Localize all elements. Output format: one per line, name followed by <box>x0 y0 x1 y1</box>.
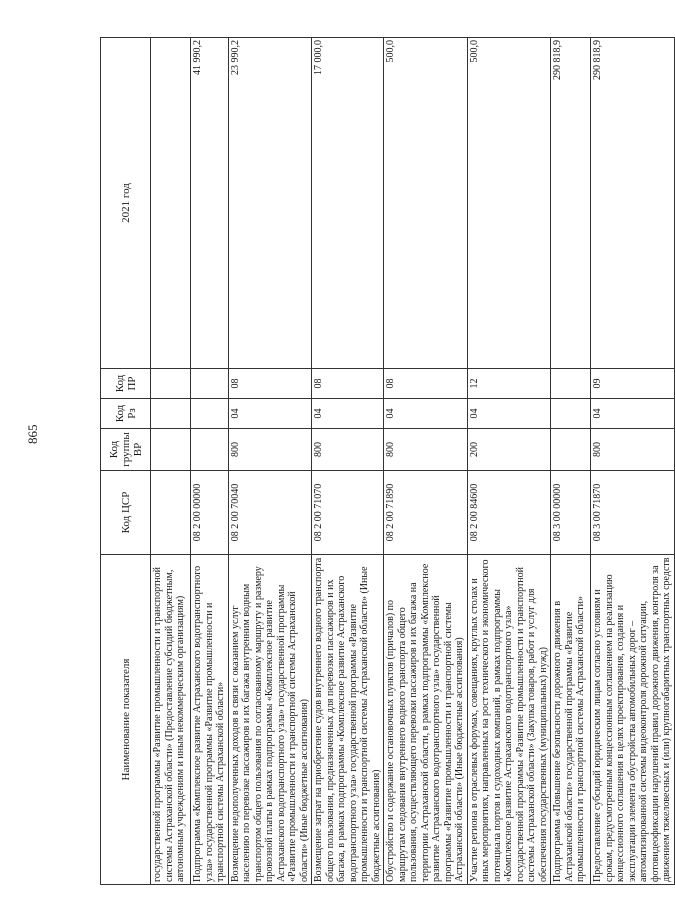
row-name: Участие региона в отраслевых форумах, совещаниях, круглых столах и иных мероприятиях, направленных на рост технического и экономического потенциала портов и судоходных компаний, в рамках подпрограммы «Комплексное развитие Астраханского водотранспортного узла» государственной программы «Развитие промышленности и транспортной системы Астраханской области» (Закупка товаров, работ и услуг для обеспечения государственных (муниципальных) нужд) <box>467 555 551 885</box>
row-rz: 04 <box>591 399 675 429</box>
row-rz <box>151 399 191 429</box>
row-pr: 09 <box>591 369 675 399</box>
page-number: 865 <box>25 424 40 444</box>
row-csr: 08 3 00 71870 <box>591 471 675 555</box>
header-year: 2021 год <box>101 38 151 369</box>
header-name: Наименование показателя <box>101 555 151 885</box>
row-vr: 800 <box>228 429 312 471</box>
row-pr <box>551 369 591 399</box>
row-rz <box>191 399 229 429</box>
row-name: Возмещение недополученных доходов в связи с оказанием услуг населению по перевозке пассажиров и их багажа внутренним водным транспортом общего пользования по согласованному маршруту и размеру провозной платы в рамках подпрограммы «Комплексное развитие Астраханского водотранспортного узла» государственной программы «Развитие промышленности и транспортной системы Астраханской области» (Иные бюджетные ассигнования) <box>228 555 312 885</box>
row-csr <box>151 471 191 555</box>
row-rz: 04 <box>467 399 551 429</box>
row-vr: 800 <box>591 429 675 471</box>
row-csr: 08 3 00 00000 <box>551 471 591 555</box>
row-pr: 08 <box>228 369 312 399</box>
row-amount: 500,0 <box>384 38 468 369</box>
table-row <box>467 38 551 885</box>
row-rz: 04 <box>312 399 384 429</box>
row-vr: 800 <box>312 429 384 471</box>
row-pr <box>191 369 229 399</box>
row-rz: 04 <box>384 399 468 429</box>
row-vr <box>191 429 229 471</box>
table-row <box>151 38 191 885</box>
row-pr: 08 <box>312 369 384 399</box>
row-rz: 04 <box>228 399 312 429</box>
header-rz: Код Рз <box>101 399 151 429</box>
row-vr <box>151 429 191 471</box>
budget-table <box>100 37 675 885</box>
table-row <box>384 38 468 885</box>
row-pr: 12 <box>467 369 551 399</box>
table-row <box>591 38 675 885</box>
row-amount <box>151 38 191 369</box>
table-row <box>228 38 312 885</box>
row-amount: 23 990,2 <box>228 38 312 369</box>
row-name: Предоставление субсидий юридическим лицам согласно условиям и срокам, предусмотренным концессионным соглашением на реализацию концессионного соглашения в целях проектирования, создания и эксплуатации элемента обустройства автомобильных дорог – автоматизированной системы видеоконтроля дорожной ситуации, фотовидеофиксации нарушений правил дорожного движения, контроля за движением тяжеловесных и (или) крупногабаритных транспортных средств <box>591 555 675 885</box>
row-name: государственной программы «Развитие промышленности и транспортной системы Астраханской области» (Предоставление субсидий бюджетным, автономным учреждениям и иным некоммерческим организациям) <box>151 555 191 885</box>
row-pr <box>151 369 191 399</box>
row-name: Подпрограмма «Повышение безопасности дорожного движения в Астраханской области» государственной программы «Развитие промышленности и транспортной системы Астраханской области» <box>551 555 591 885</box>
row-csr: 08 2 00 00000 <box>191 471 229 555</box>
table-row <box>191 38 229 885</box>
table-row <box>551 38 591 885</box>
row-vr: 800 <box>384 429 468 471</box>
row-csr: 08 2 00 84600 <box>467 471 551 555</box>
row-amount: 500,0 <box>467 38 551 369</box>
row-name: Возмещение затрат на приобретение судов внутреннего водного транспорта общего пользования, предназначенных для перевозки пассажиров и их багажа, в рамках подпрограммы «Комплексное развитие Астраханского водотранспортного узла» государственной программы «Развитие промышленности и транспортной системы Астраханской области» (Иные бюджетные ассигнования) <box>312 555 384 885</box>
row-vr: 200 <box>467 429 551 471</box>
header-row <box>101 38 151 885</box>
rotated-page <box>100 37 672 885</box>
header-vr: Код группы ВР <box>101 429 151 471</box>
row-csr: 08 2 00 71890 <box>384 471 468 555</box>
row-csr: 08 2 00 71070 <box>312 471 384 555</box>
row-amount: 17 000,0 <box>312 38 384 369</box>
header-pr: Код ПР <box>101 369 151 399</box>
row-csr: 08 2 00 70040 <box>228 471 312 555</box>
row-name: Подпрограмма «Комплексное развитие Астраханского водотранспортного узла» государственной программы «Развитие промышленности и транспортной системы Астраханской области» <box>191 555 229 885</box>
row-amount: 290 818,9 <box>591 38 675 369</box>
row-rz <box>551 399 591 429</box>
table-row <box>312 38 384 885</box>
row-amount: 41 990,2 <box>191 38 229 369</box>
row-pr: 08 <box>384 369 468 399</box>
row-amount: 290 818,9 <box>551 38 591 369</box>
row-name: Обустройство и содержание остановочных пунктов (причалов) по маршрутам следования внутреннего водного транспорта общего пользования, осуществляющего перевозки пассажиров и их багажа на территории Астраханской области, в рамках подпрограммы «Комплексное развитие Астраханского водотранспортного узла» государственной программы «Развитие промышленности и транспортной системы Астраханской области» (Иные бюджетные ассигнования) <box>384 555 468 885</box>
header-csr: Код ЦСР <box>101 471 151 555</box>
row-vr <box>551 429 591 471</box>
